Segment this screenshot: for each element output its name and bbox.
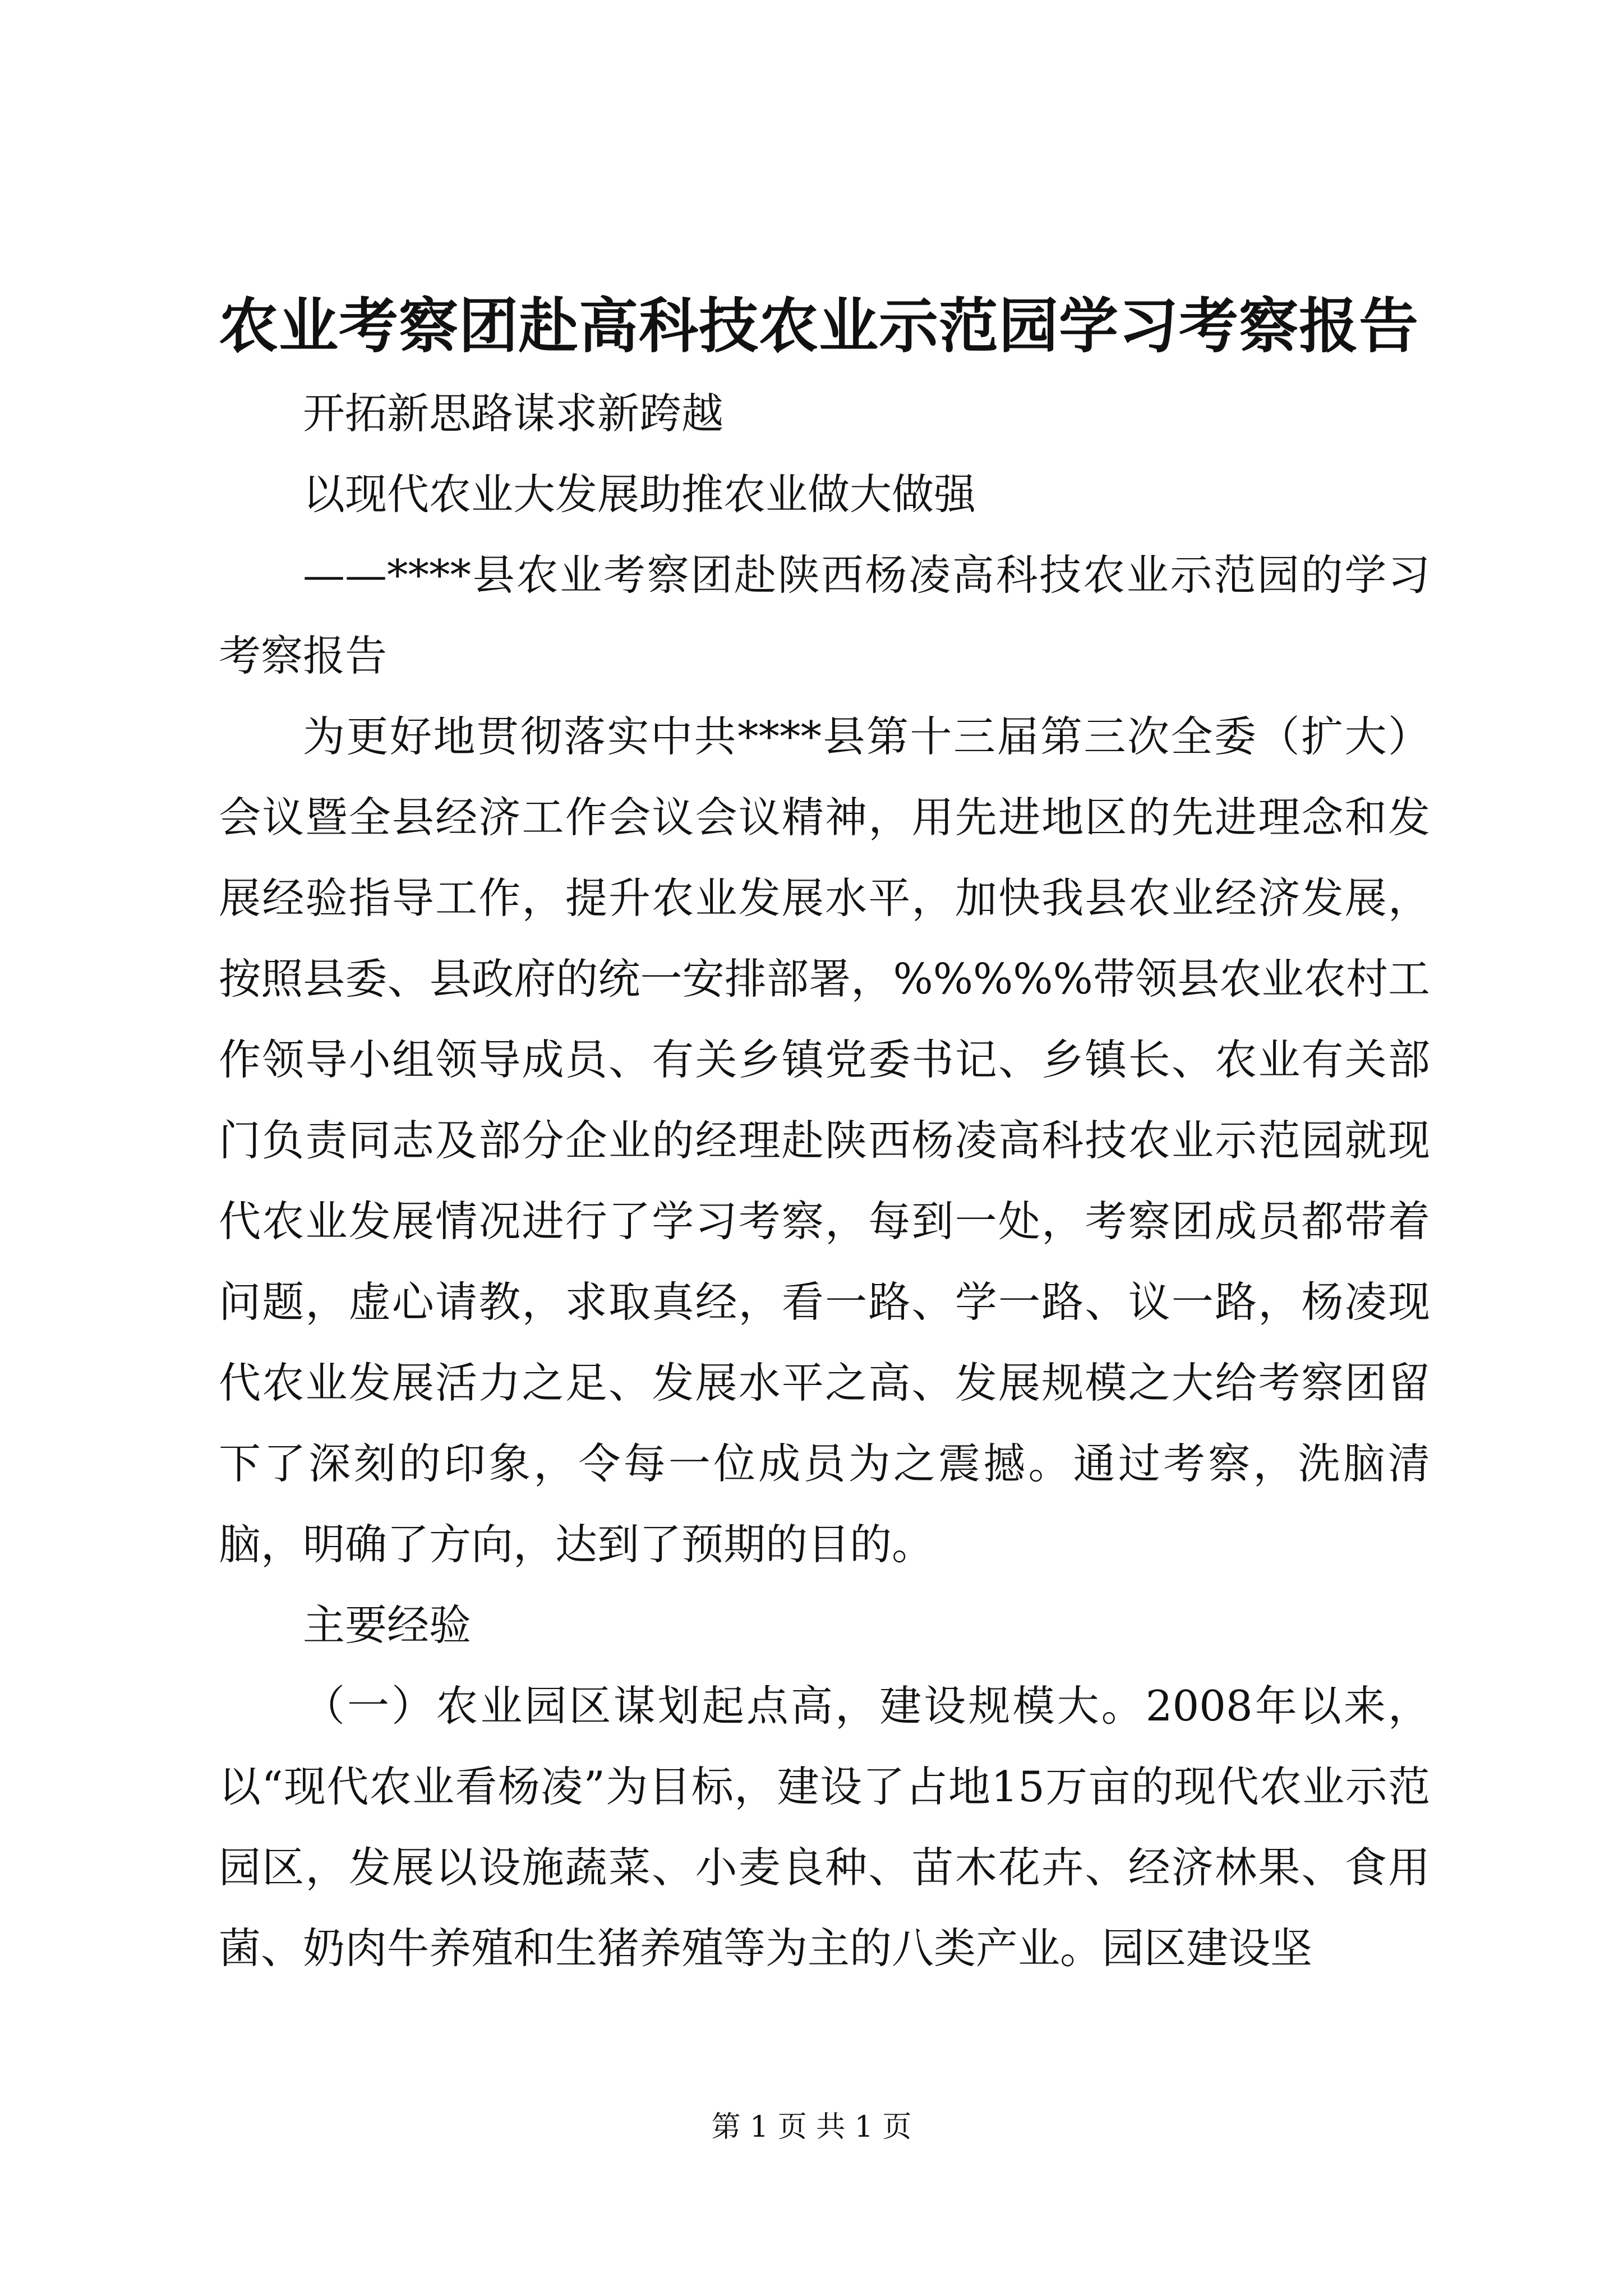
section-heading: 主要经验 <box>303 1600 472 1650</box>
document-title: 农业考察团赴高科技农业示范园学习考察报告 <box>219 291 1419 361</box>
document-body <box>219 373 1430 1989</box>
subtitle-line-3: ——****县农业考察团赴陕西杨凌高科技农业示范园的学习考察报告 <box>219 550 1430 680</box>
intro-paragraph: 为更好地贯彻落实中共****县第十三届第三次全委（扩大）会议暨全县经济工作会议会议精神，用先进地区的先进理念和发展经验指导工作，提升农业发展水平，加快我县农业经济发展，按照县委、县政府的统一安排部署，%%%%%带领县农业农村工作领导小组领导成员、有关乡镇党委书记、乡镇长、农业有关部门负责同志及部分企业的经理赴陕西杨凌高科技农业示范园就现代农业发展情况进行了学习考察，每到一处，考察团成员都带着问题，虚心请教，求取真经，看一路、学一路、议一路，杨凌现代农业发展活力之足、发展水平之高、发展规模之大给考察团留下了深刻的印象，令每一位成员为之震撼。通过考察，洗脑清脑，明确了方向，达到了预期的目的。 <box>219 712 1430 1569</box>
subtitle-line-1: 开拓新思路谋求新跨越 <box>303 389 724 438</box>
subtitle-line-2: 以现代农业大发展助推农业做大做强 <box>303 470 976 519</box>
page-footer: 第 1 页 共 1 页 <box>711 2110 912 2144</box>
section-paragraph-1: （一）农业园区谋划起点高，建设规模大。2008年以来，以“现代农业看杨凌”为目标，建设了占地15万亩的现代农业示范园区，发展以设施蔬菜、小麦良种、苗木花卉、经济林果、食用菌、奶肉牛养殖和生猪养殖等为主的八类产业。园区建设坚 <box>219 1681 1430 1973</box>
